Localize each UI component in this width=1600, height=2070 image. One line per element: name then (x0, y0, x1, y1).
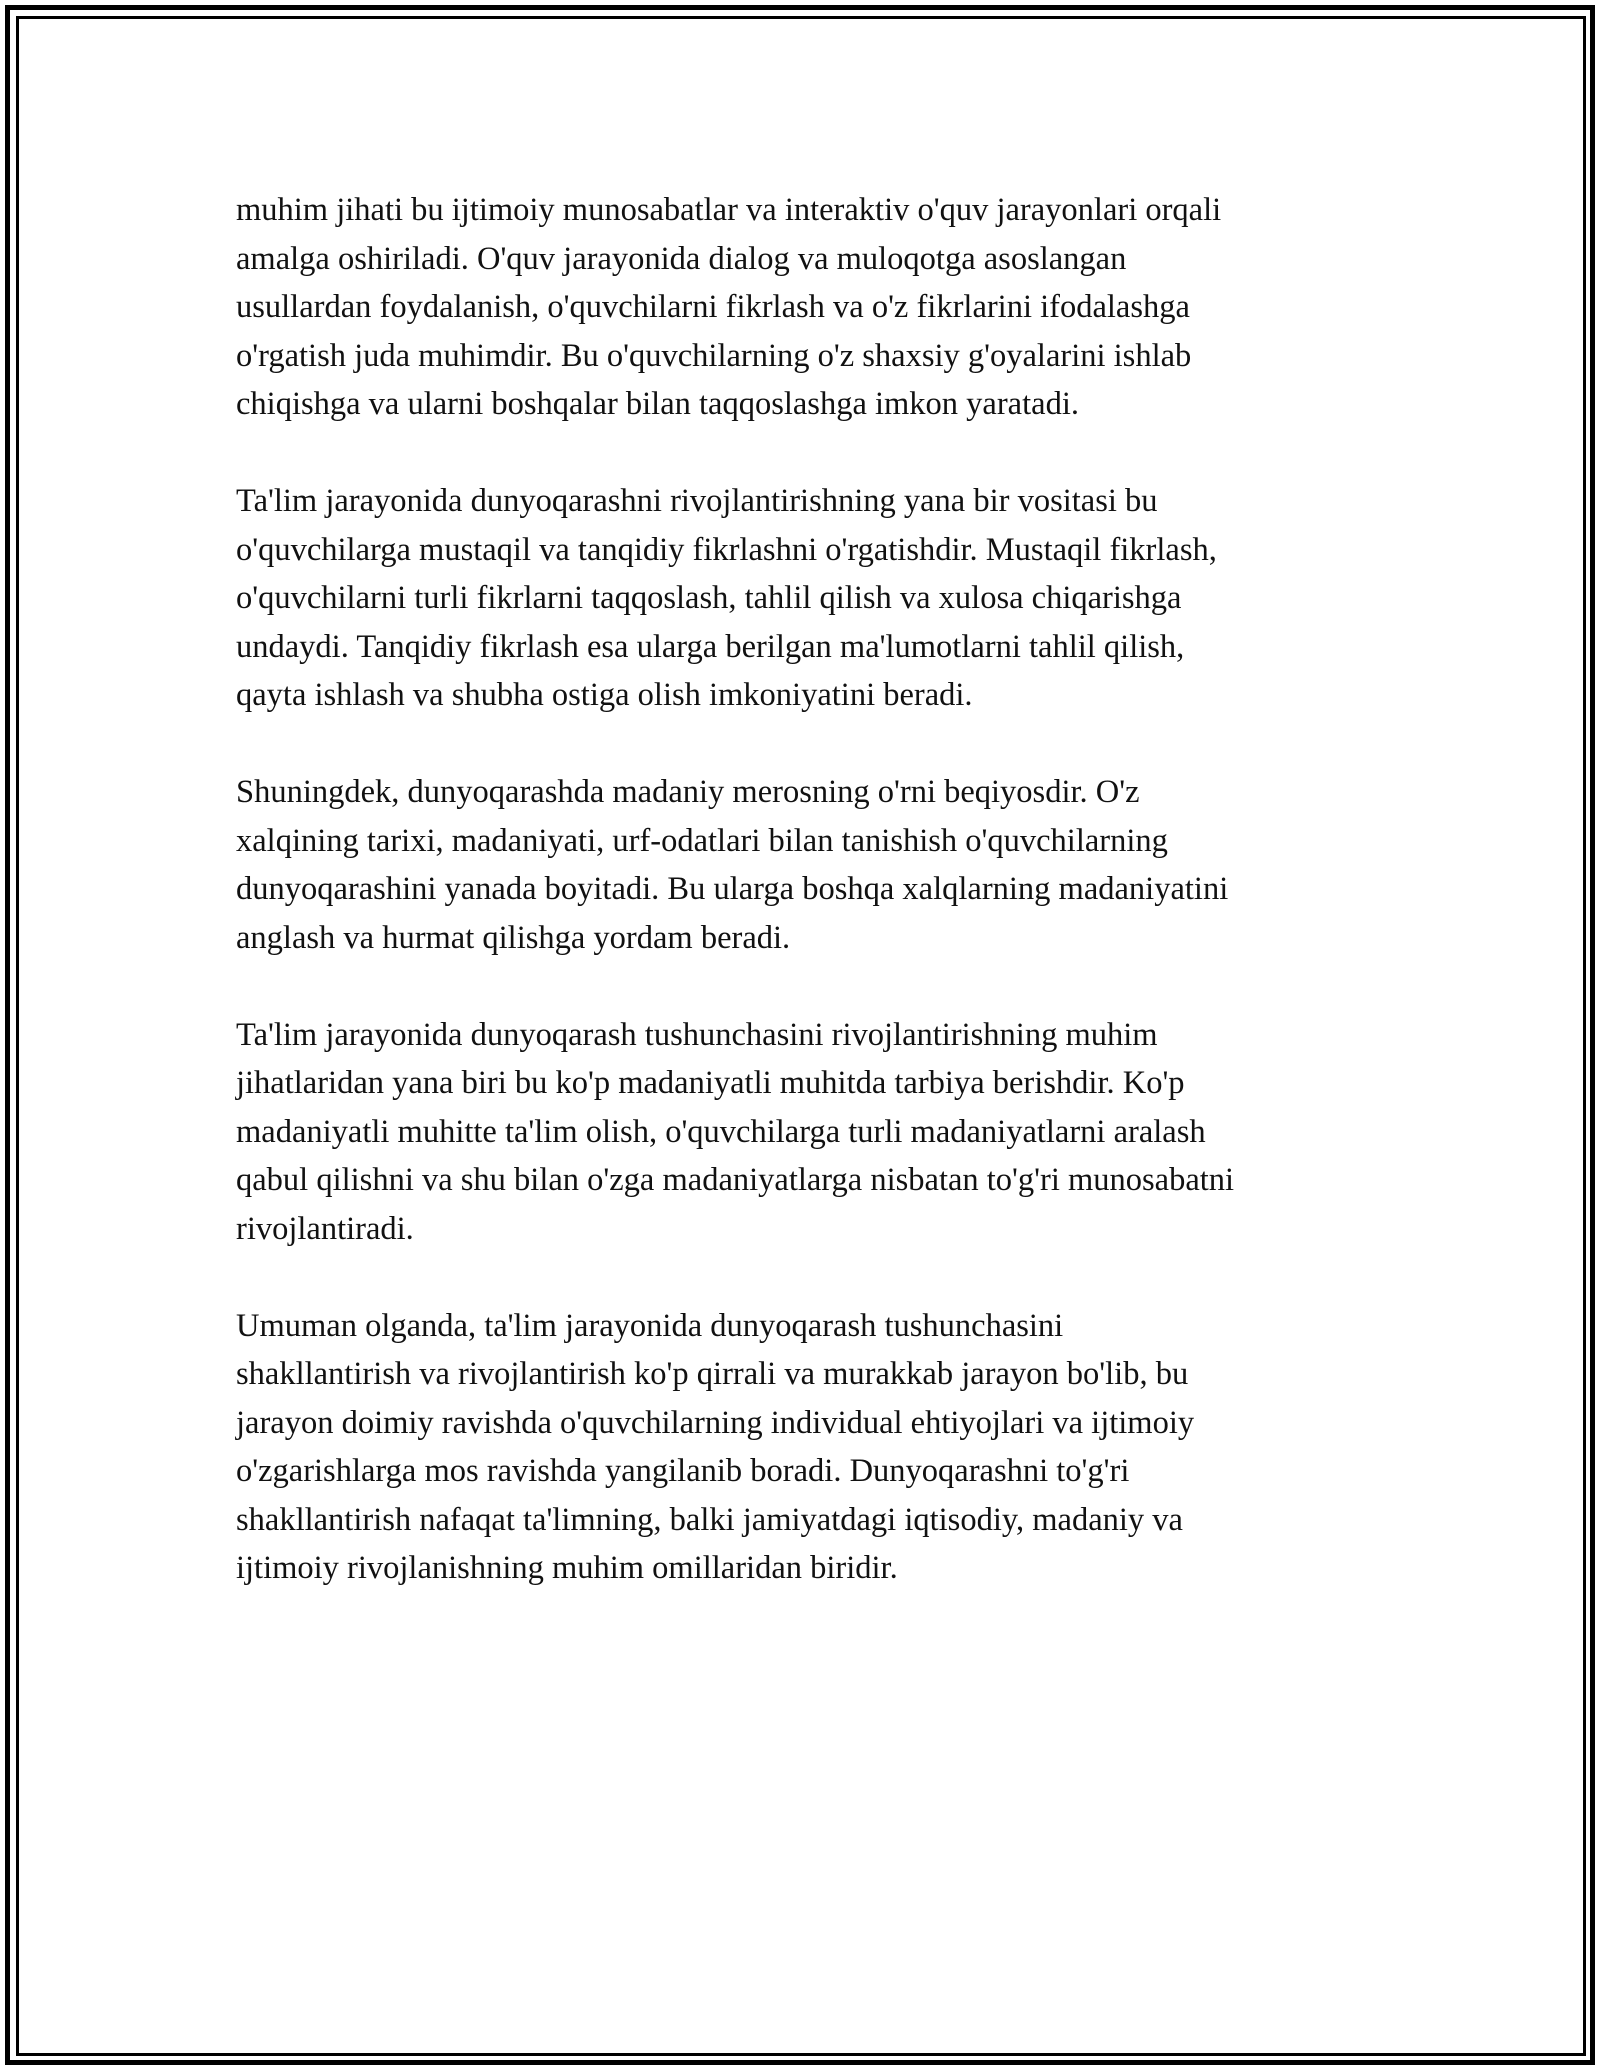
paragraph-4: Ta'lim jarayonida dunyoqarash tushunchasini rivojlantirishning muhim jihatlaridan yana biri bu ko'p madaniyatli muhitda tarbiya berishdir. Ko'p madaniyatli muhitte ta'lim olish, o'quvchilarga turli madaniyatlarni aralash qabul qilishni va shu bilan o'zga madaniyatlarga nisbatan to'g'ri munosabatni rivojlantiradi. (236, 1016, 1235, 1247)
paragraph-1: muhim jihati bu ijtimoiy munosabatlar va interaktiv o'quv jarayonlari orqali amalga oshiriladi. O'quv jarayonida dialog va muloqotga asoslangan usullardan foydalanish, o'quvchilarni fikrlash va o'z fikrlarini ifodalashga o'rgatish juda muhimdir. Bu o'quvchilarning o'z shaxsiy g'oyalarini ishlab chiqishga va ularni boshqalar bilan taqqoslashga imkon yaratadi. (236, 192, 1222, 422)
paragraph-2: Ta'lim jarayonida dunyoqarashni rivojlantirishning yana bir vositasi bu o'quvchilarga mustaqil va tanqidiy fikrlashni o'rgatishdir. Mustaqil fikrlash, o'quvchilarni turli fikrlarni taqqoslash, tahlil qilish va xulosa chiqarishga undaydi. Tanqidiy fikrlash esa ularga berilgan ma'lumotlarni tahlil qilish, qayta ishlash va shubha ostiga olish imkoniyatini beradi. (236, 483, 1217, 713)
paragraph-5: Umuman olganda, ta'lim jarayonida dunyoqarash tushunchasini shakllantirish va rivojlantirish ko'p qirrali va murakkab jarayon bo'lib, bu jarayon doimiy ravishda o'quvchilarning individual ehtiyojlari va ijtimoiy o'zgarishlarga mos ravishda yangilanib boradi. Dunyoqarashni to'g'ri shakllantirish nafaqat ta'limning, balki jamiyatdagi iqtisodiy, madaniy va ijtimoiy rivojlanishning muhim omillaridan biridir. (236, 1307, 1195, 1586)
document-body (236, 186, 1376, 1641)
paragraph-3: Shuningdek, dunyoqarashda madaniy merosning o'rni beqiyosdir. O'z xalqining tarixi, madaniyati, urf-odatlari bilan tanishish o'quvchilarning dunyoqarashini yanada boyitadi. Bu ularga boshqa xalqlarning madaniyatini anglash va hurmat qilishga yordam beradi. (236, 774, 1229, 956)
